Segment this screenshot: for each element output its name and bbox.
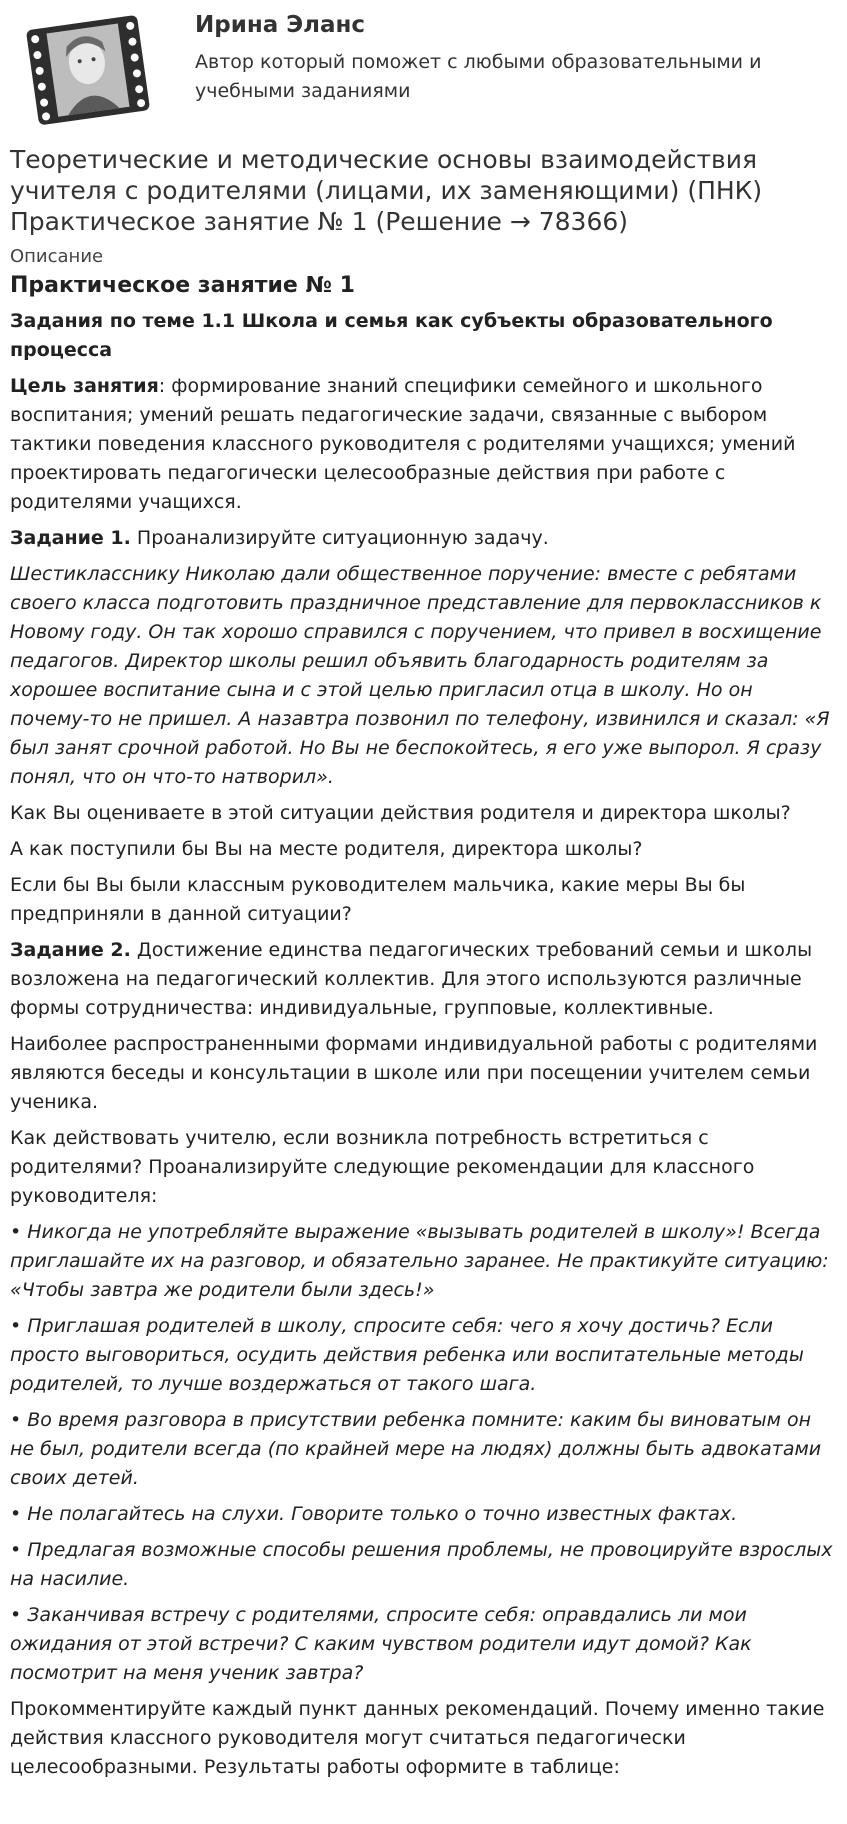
recommendation-item: • Предлагая возможные способы решения проблемы, не провоцируйте взрослых на насилие. (10, 1539, 833, 1590)
task1-question-2: А как поступили бы Вы на месте родителя, директора школы? (10, 838, 643, 860)
author-description: Автор который поможет с любыми образовательными и учебными заданиями (195, 51, 762, 102)
task1-question-3: Если бы Вы были классным руководителем мальчика, какие меры Вы бы предприняли в данной ситуации? (10, 874, 746, 925)
author-name[interactable]: Ирина Эланс (195, 12, 366, 38)
task2-label: Задание 2. (10, 939, 131, 961)
goal-text: : формирование знаний специфики семейного и школьного воспитания; умений решать педагогические задачи, связанные с выбором тактики поведения классного руководителя с родителями учащихся; умений проектировать педагогически целесообразные действия при работе с родителями учащихся. (10, 375, 796, 513)
description-label: Описание (10, 246, 104, 267)
goal-label: Цель занятия (10, 375, 159, 397)
topic-heading: Задания по теме 1.1 Школа и семья как субъекты образовательного процесса (10, 310, 773, 361)
recommendation-item: • Приглашая родителей в школу, спросите себя: чего я хочу достичь? Если просто выговориться, осудить действия ребенка или воспитательные методы родителей, то лучше воздержаться от такого шага. (10, 1315, 804, 1395)
task2-individual-forms: Наиболее распространенными формами индивидуальной работы с родителями являются беседы и консультации в школе или при посещении учителем семьи ученика. (10, 1033, 818, 1113)
goal-paragraph (10, 372, 837, 517)
task2-recommendations-intro: Как действовать учителю, если возникла потребность встретиться с родителями? Проанализируйте следующие рекомендации для классного руководителя: (10, 1127, 755, 1207)
film-frame-avatar-icon (18, 14, 160, 126)
recommendation-item: • Не полагайтесь на слухи. Говорите только о точно известных фактах. (10, 1503, 738, 1525)
closing-paragraph: Прокомментируйте каждый пункт данных рекомендаций. Почему именно такие действия классного руководителя могут считаться педагогически целесообразными. Результаты работы оформите в таблице: (10, 1698, 825, 1778)
recommendation-item: • Заканчивая встречу с родителями, спросите себя: оправдались ли мои ожидания от этой встречи? С каким чувством родители идут домой? Как посмотрит на меня ученик завтра? (10, 1604, 752, 1684)
task2-paragraph (10, 936, 837, 1023)
task1-question-1: Как Вы оцениваете в этой ситуации действия родителя и директора школы? (10, 802, 791, 824)
avatar[interactable] (18, 14, 160, 126)
task2-text: Достижение единства педагогических требований семьи и школы возложена на педагогический коллектив. Для этого используются различные формы сотрудничества: индивидуальные, групповые, коллективные. (10, 939, 813, 1019)
author-block (10, 0, 837, 130)
task1-case: Шестикласснику Николаю дали общественное поручение: вместе с ребятами своего класса подготовить праздничное представление для первоклассников к Новому году. Он так хорошо справился с поручением, что привел в восхищение педагогов. Директор школы решил объявить благодарность родителям за хорошее воспитание сына и с этой целью пригласил отца в школу. Но он почему-то не пришел. А назавтра позвонил по телефону, извинился и сказал: «Я был занят срочной работой. Но Вы не беспокойтесь, я его уже выпорол. Я сразу понял, что он что-то натворил». (10, 563, 830, 788)
recommendation-item: • Во время разговора в присутствии ребенка помните: каким бы виноватым он не был, родители всегда (по крайней мере на людях) должны быть адвокатами своих детей. (10, 1409, 822, 1489)
task1-label: Задание 1. (10, 527, 131, 549)
task1-paragraph (10, 524, 837, 553)
lesson-heading: Практическое занятие № 1 (10, 273, 355, 298)
page-title: Теоретические и методические основы взаимодействия учителя с родителями (лицами, их заменяющими) (ПНК) Практическое занятие № 1 (Решение → 78366) (10, 145, 763, 236)
recommendation-item: • Никогда не употребляйте выражение «вызывать родителей в школу»! Всегда приглашайте их на разговор, и обязательно заранее. Не практикуйте ситуацию: «Чтобы завтра же родители были здесь!» (10, 1221, 829, 1301)
task1-text: Проанализируйте ситуационную задачу. (130, 527, 549, 549)
